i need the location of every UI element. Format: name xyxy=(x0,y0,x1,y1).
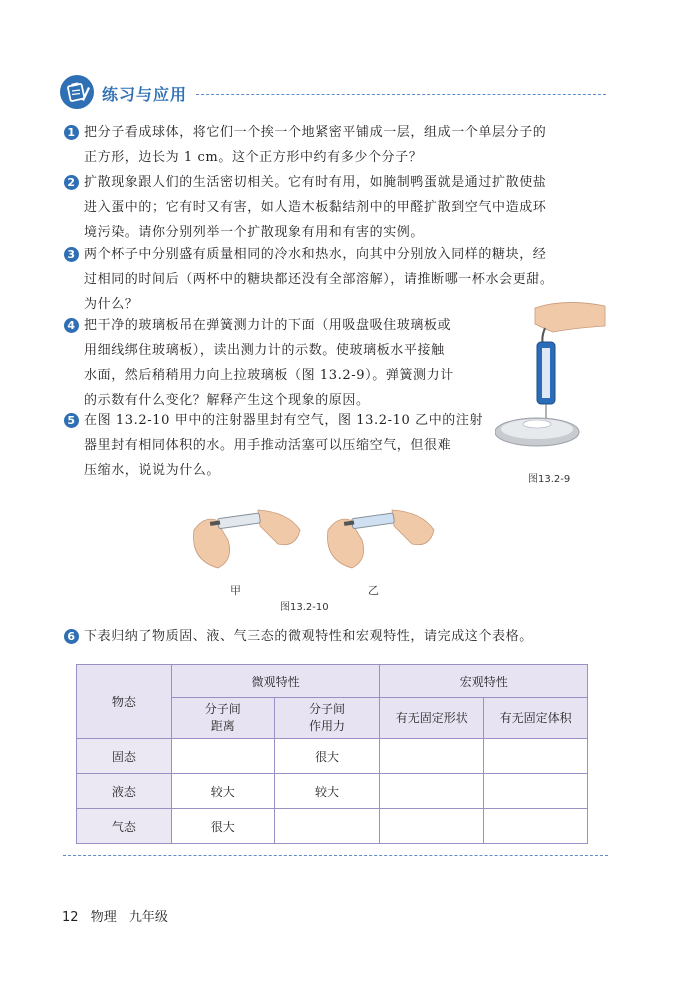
header-volume: 有无固定体积 xyxy=(484,698,588,739)
cell-force: 较大 xyxy=(274,774,380,809)
spring-balance-illustration xyxy=(495,298,610,458)
question-line: 的示数有什么变化？解释产生这个现象的原因。 xyxy=(84,393,370,408)
question-number-badge: 3 xyxy=(64,247,79,262)
table-row xyxy=(77,809,588,844)
cell-volume[interactable] xyxy=(484,809,588,844)
syringe-water-illustration xyxy=(322,490,442,572)
figure-label-right: 乙 xyxy=(368,584,379,597)
cell-shape[interactable] xyxy=(380,774,484,809)
header-micro: 微观特性 xyxy=(171,665,380,698)
row-state: 固态 xyxy=(77,739,172,774)
question-3 xyxy=(67,242,554,317)
cell-distance[interactable] xyxy=(171,739,274,774)
question-number-badge: 6 xyxy=(64,629,79,644)
question-5 xyxy=(67,408,484,483)
cell-volume[interactable] xyxy=(484,739,588,774)
question-2 xyxy=(67,170,547,245)
section-title: 练习与应用 xyxy=(102,85,188,104)
question-line: 把分子看成球体，将它们一个挨一个地紧密平铺成一层，组成一个单层分子的 xyxy=(84,125,547,140)
question-line: 进入蛋中的；它有时又有害，如人造木板黏结剂中的甲醛扩散到空气中造成环 xyxy=(84,200,547,215)
question-line: 两个杯子中分别盛有质量相同的冷水和热水，向其中分别放入同样的糖块，经 xyxy=(84,247,547,262)
page-footer xyxy=(62,906,168,925)
header-state: 物态 xyxy=(77,665,172,739)
question-line: 器里封有相同体积的水。用手推动活塞可以压缩空气，但很难 xyxy=(84,438,452,453)
clipboard-pencil-icon xyxy=(60,75,94,109)
subject-label: 物理 xyxy=(90,910,117,925)
question-number-badge: 2 xyxy=(64,175,79,190)
question-line: 压缩水，说说为什么。 xyxy=(84,463,221,478)
header-distance: 分子间 距离 xyxy=(171,698,274,739)
question-line: 为什么？ xyxy=(84,297,139,312)
cell-force[interactable] xyxy=(274,809,380,844)
question-6 xyxy=(67,624,533,649)
table-row xyxy=(77,774,588,809)
syringe-air-illustration xyxy=(188,490,308,572)
question-line: 用细线绑住玻璃板），读出测力计的示数。使玻璃板水平接触 xyxy=(84,343,445,358)
question-line: 在图 13.2-10 甲中的注射器里封有空气，图 13.2-10 乙中的注射 xyxy=(84,413,484,428)
question-number-badge: 1 xyxy=(64,125,79,140)
figure-label-left: 甲 xyxy=(230,584,241,597)
cell-distance: 较大 xyxy=(171,774,274,809)
question-line: 下表归纳了物质固、液、气三态的微观特性和宏观特性，请完成这个表格。 xyxy=(84,629,533,644)
table-row xyxy=(77,739,588,774)
question-number-badge: 4 xyxy=(64,318,79,333)
grade-label: 九年级 xyxy=(128,910,168,925)
cell-force: 很大 xyxy=(274,739,380,774)
figure-caption: 图13.2-9 xyxy=(528,474,571,485)
question-4 xyxy=(67,313,454,413)
question-line: 境污染。请你分别列举一个扩散现象有用和有害的实例。 xyxy=(84,225,425,240)
question-line: 水面，然后稍稍用力向上拉玻璃板（图 13.2-9）。弹簧测力计 xyxy=(84,368,454,383)
question-number-badge: 5 xyxy=(64,413,79,428)
header-force: 分子间 作用力 xyxy=(274,698,380,739)
states-of-matter-table xyxy=(76,664,588,844)
figure-caption: 图13.2-10 xyxy=(280,602,329,613)
row-state: 气态 xyxy=(77,809,172,844)
question-1 xyxy=(67,120,547,170)
question-line: 过相同的时间后（两杯中的糖块都还没有全部溶解），请推断哪一杯水会更甜。 xyxy=(84,272,554,287)
cell-shape[interactable] xyxy=(380,809,484,844)
row-state: 液态 xyxy=(77,774,172,809)
question-line: 扩散现象跟人们的生活密切相关。它有时有用，如腌制鸭蛋就是通过扩散使盐 xyxy=(84,175,547,190)
header-macro: 宏观特性 xyxy=(380,665,588,698)
cell-volume[interactable] xyxy=(484,774,588,809)
header-shape: 有无固定形状 xyxy=(380,698,484,739)
header-divider xyxy=(196,94,606,95)
question-line: 正方形，边长为 1 cm。这个正方形中约有多少个分子？ xyxy=(84,150,423,165)
page-number: 12 xyxy=(62,910,79,925)
cell-shape[interactable] xyxy=(380,739,484,774)
footer-divider xyxy=(63,855,608,856)
question-line: 把干净的玻璃板吊在弹簧测力计的下面（用吸盘吸住玻璃板或 xyxy=(84,318,452,333)
cell-distance: 很大 xyxy=(171,809,274,844)
